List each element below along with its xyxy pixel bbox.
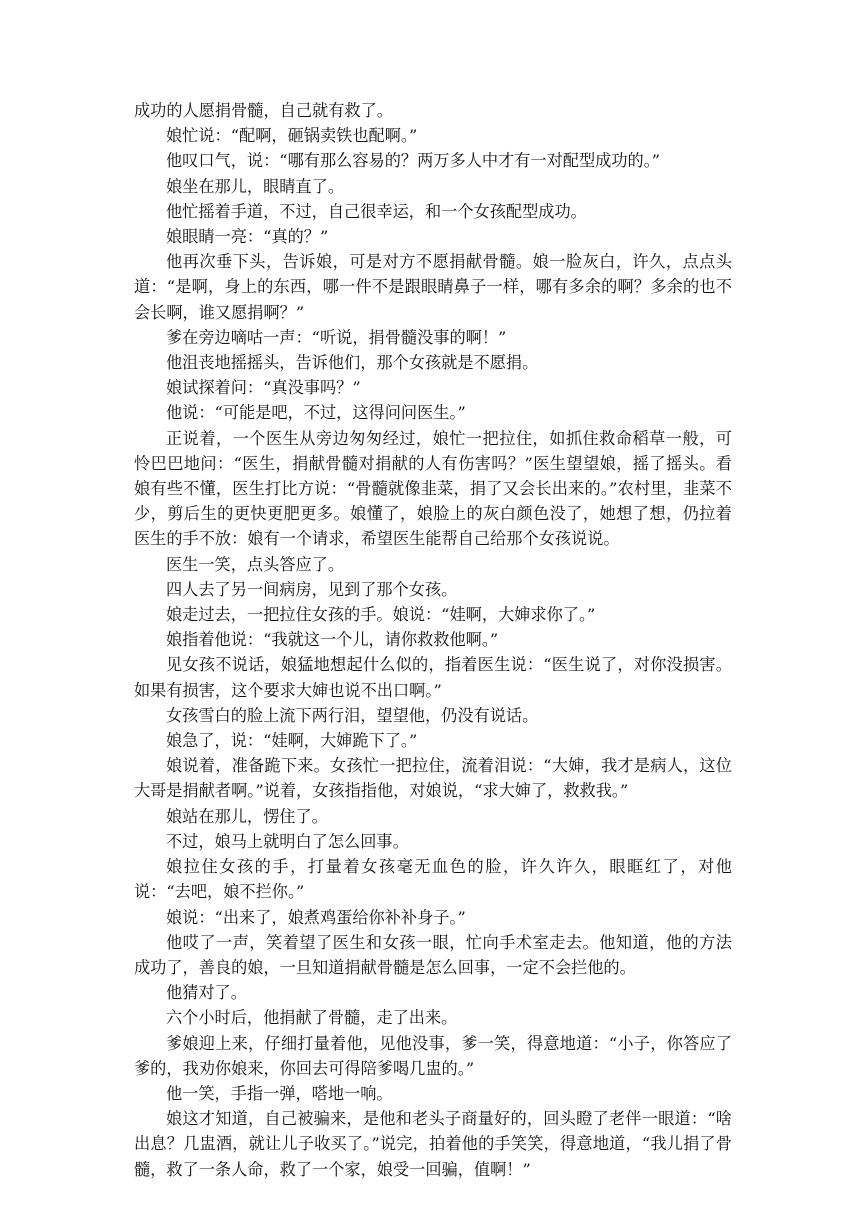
paragraph: 娘坐在那儿，眼睛直了。 xyxy=(166,176,345,196)
paragraph: 见女孩不说话，娘猛地想起什么似的，指着医生说：“医生说了，对你没损害。如果有损害，这个要求大婶也说不出口啊。” xyxy=(134,655,732,700)
paragraph: 娘拉住女孩的手，打量着女孩毫无血色的脸，许久许久，眼眶红了，对他说：“去吧，娘不拦你。” xyxy=(134,857,732,902)
paragraph: 医生一笑，点头答应了。 xyxy=(166,554,345,574)
paragraph: 他说：“可能是吧，不过，这得问问医生。” xyxy=(166,403,466,423)
paragraph: 爹在旁边嘀咕一声：“听说，捐骨髓没事的啊！” xyxy=(166,327,507,347)
document-page xyxy=(134,98,732,1182)
paragraph: 女孩雪白的脸上流下两行泪，望望他，仍没有说话。 xyxy=(166,705,539,725)
paragraph: 娘忙说：“配啊，砸锅卖铁也配啊。” xyxy=(166,126,418,146)
paragraph: 他猜对了。 xyxy=(166,983,247,1003)
paragraph: 娘这才知道，自己被骗来，是他和老头子商量好的，回头瞪了老伴一眼道：“啥出息？几盅酒，就让儿子收买了。”说完，拍着他的手笑笑，得意地道，“我儿捐了骨髓，救了一条人命，救了一个家，娘受一回骗，值啊！” xyxy=(134,1109,732,1179)
paragraph: 娘说：“出来了，娘煮鸡蛋给你补补身子。” xyxy=(166,907,466,927)
paragraph: 娘走过去，一把拉住女孩的手。娘说：“娃啊，大婶求你了。” xyxy=(166,605,596,625)
paragraph: 娘站在那儿，愣住了。 xyxy=(166,806,328,826)
paragraph: 他叹口气，说：“哪有那么容易的？两万多人中才有一对配型成功的。” xyxy=(166,151,661,171)
paragraph: 他沮丧地摇摇头，告诉他们，那个女孩就是不愿捐。 xyxy=(166,353,539,373)
paragraph: 娘急了，说：“娃啊，大婶跪下了。” xyxy=(166,731,418,751)
paragraph: 他忙摇着手道，不过，自己很幸运，和一个女孩配型成功。 xyxy=(166,201,587,221)
paragraph: 四人去了另一间病房，见到了那个女孩。 xyxy=(166,579,458,599)
paragraph: 爹娘迎上来，仔细打量着他，见他没事，爹一笑，得意地道：“小子，你答应了爹的，我劝你娘来，你回去可得陪爹喝几盅的。” xyxy=(134,1033,732,1078)
paragraph: 娘说着，准备跪下来。女孩忙一把拉住，流着泪说：“大婶，我才是病人，这位大哥是捐献者啊。”说着，女孩指指他，对娘说，“求大婶了，救救我。” xyxy=(134,756,732,801)
paragraph: 娘试探着问：“真没事吗？” xyxy=(166,378,361,398)
paragraph: 娘指着他说：“我就这一个儿，请你救救他啊。” xyxy=(166,630,499,650)
paragraph: 他哎了一声，笑着望了医生和女孩一眼，忙向手术室走去。他知道，他的方法成功了，善良的娘，一旦知道捐献骨髓是怎么回事，一定不会拦他的。 xyxy=(134,932,732,977)
paragraph: 不过，娘马上就明白了怎么回事。 xyxy=(166,831,409,851)
paragraph: 正说着，一个医生从旁边匆匆经过，娘忙一把拉住，如抓住救命稻草一般，可怜巴巴地问：“医生，捐献骨髓对捐献的人有伤害吗？”医生望望娘，摇了摇头。看娘有些不懂，医生打比方说：“骨髓就像韭菜，捐了又会长出来的。”农村里，韭菜不少，剪后生的更快更肥更多。娘懂了，娘脸上的灰白颜色没了，她想了想，仍拉着医生的手不放：娘有一个请求，希望医生能帮自己给那个女孩说说。 xyxy=(134,428,732,549)
paragraph: 他一笑，手指一弹，嗒地一响。 xyxy=(166,1083,393,1103)
paragraph: 六个小时后，他捐献了骨髓，走了出来。 xyxy=(166,1008,458,1028)
paragraph: 成功的人愿捐骨髓，自己就有救了。 xyxy=(134,101,393,120)
paragraph: 娘眼睛一亮：“真的？” xyxy=(166,227,329,247)
paragraph: 他再次垂下头，告诉娘，可是对方不愿捐献骨髓。娘一脸灰白，许久，点点头道：“是啊，身上的东西，哪一件不是跟眼睛鼻子一样，哪有多余的啊？多余的也不会长啊，谁又愿捐啊？” xyxy=(134,252,732,322)
